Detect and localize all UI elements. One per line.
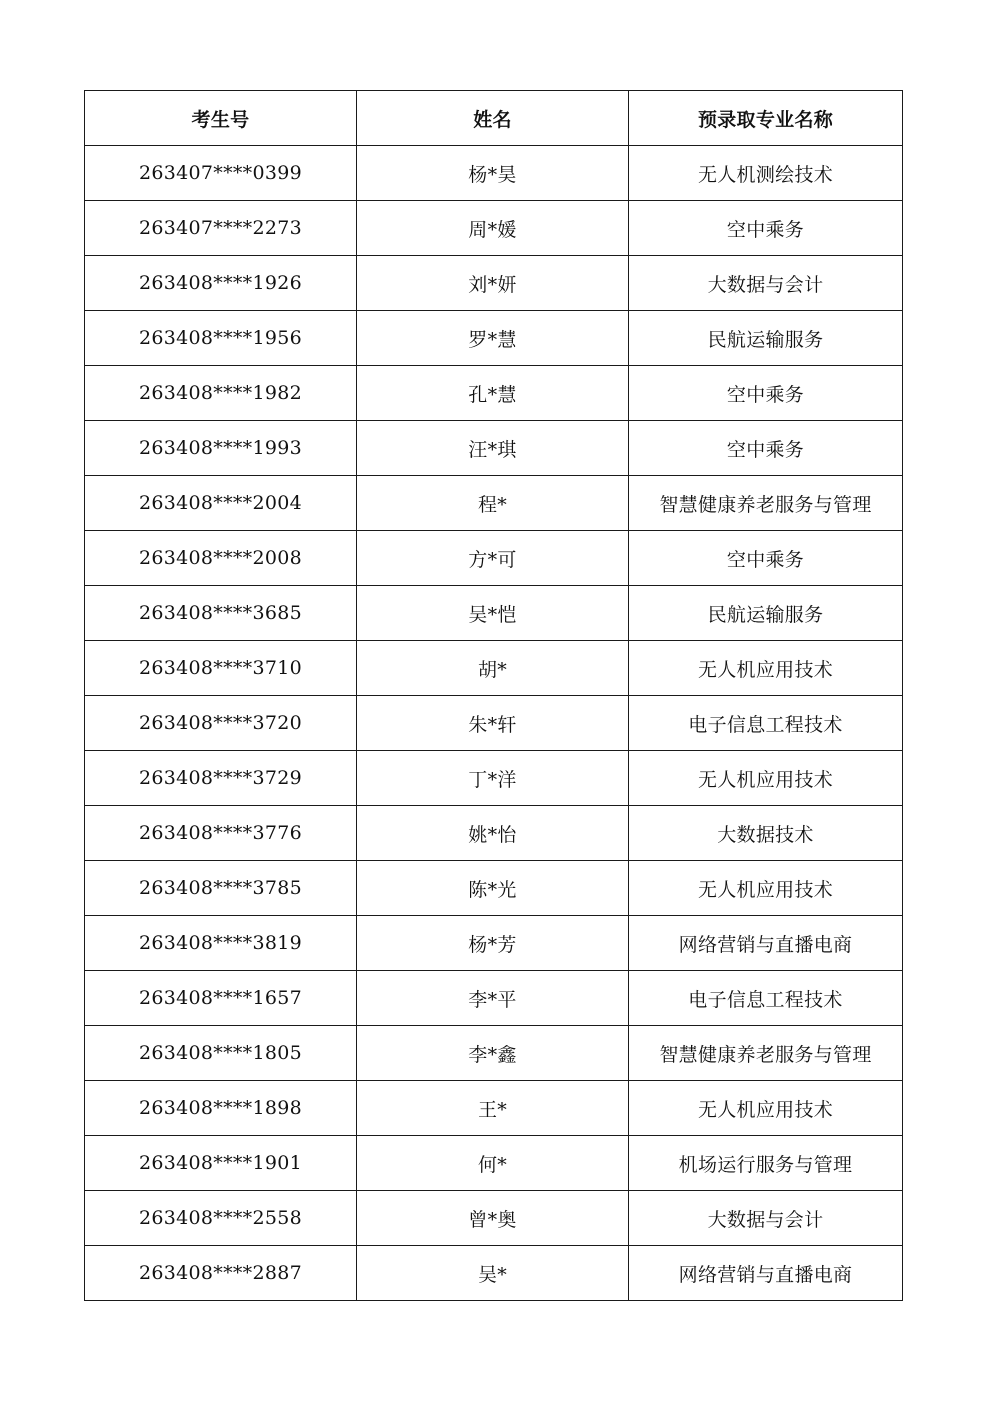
cell-name: 姚*怡 — [357, 806, 629, 861]
table-row — [85, 586, 903, 641]
cell-exam-no: 263408****1657 — [85, 971, 357, 1026]
cell-name: 杨*昊 — [357, 146, 629, 201]
cell-major: 电子信息工程技术 — [629, 696, 903, 751]
cell-name: 胡* — [357, 641, 629, 696]
cell-exam-no: 263408****2004 — [85, 476, 357, 531]
cell-name: 王* — [357, 1081, 629, 1136]
header-name: 姓名 — [357, 91, 629, 146]
cell-exam-no: 263408****3819 — [85, 916, 357, 971]
cell-name: 周*媛 — [357, 201, 629, 256]
cell-exam-no: 263408****1898 — [85, 1081, 357, 1136]
table-row — [85, 861, 903, 916]
table-row — [85, 311, 903, 366]
table-row — [85, 531, 903, 586]
cell-major: 网络营销与直播电商 — [629, 1246, 903, 1301]
cell-major: 无人机应用技术 — [629, 751, 903, 806]
cell-major: 空中乘务 — [629, 531, 903, 586]
cell-name: 何* — [357, 1136, 629, 1191]
cell-major: 空中乘务 — [629, 201, 903, 256]
cell-name: 程* — [357, 476, 629, 531]
cell-name: 丁*洋 — [357, 751, 629, 806]
cell-major: 无人机应用技术 — [629, 1081, 903, 1136]
cell-exam-no: 263407****2273 — [85, 201, 357, 256]
cell-major: 电子信息工程技术 — [629, 971, 903, 1026]
cell-exam-no: 263408****3710 — [85, 641, 357, 696]
header-row — [85, 91, 903, 146]
table-row — [85, 201, 903, 256]
cell-exam-no: 263408****1805 — [85, 1026, 357, 1081]
cell-exam-no: 263408****2887 — [85, 1246, 357, 1301]
table-row — [85, 256, 903, 311]
header-major: 预录取专业名称 — [629, 91, 903, 146]
table-row — [85, 1191, 903, 1246]
cell-name: 朱*轩 — [357, 696, 629, 751]
table-row — [85, 696, 903, 751]
cell-exam-no: 263408****1956 — [85, 311, 357, 366]
cell-name: 罗*慧 — [357, 311, 629, 366]
cell-major: 智慧健康养老服务与管理 — [629, 476, 903, 531]
cell-name: 刘*妍 — [357, 256, 629, 311]
table-row — [85, 146, 903, 201]
cell-exam-no: 263408****3720 — [85, 696, 357, 751]
cell-exam-no: 263408****3729 — [85, 751, 357, 806]
cell-name: 汪*琪 — [357, 421, 629, 476]
table-row — [85, 751, 903, 806]
cell-major: 空中乘务 — [629, 366, 903, 421]
cell-name: 曾*奥 — [357, 1191, 629, 1246]
table-row — [85, 366, 903, 421]
table-row — [85, 1081, 903, 1136]
table-row — [85, 421, 903, 476]
cell-name: 孔*慧 — [357, 366, 629, 421]
admission-table — [84, 90, 903, 1301]
table-row — [85, 1136, 903, 1191]
cell-name: 杨*芳 — [357, 916, 629, 971]
cell-major: 大数据技术 — [629, 806, 903, 861]
cell-major: 无人机测绘技术 — [629, 146, 903, 201]
table-row — [85, 1026, 903, 1081]
cell-exam-no: 263408****1982 — [85, 366, 357, 421]
cell-exam-no: 263408****3685 — [85, 586, 357, 641]
table-header — [85, 91, 903, 146]
cell-major: 网络营销与直播电商 — [629, 916, 903, 971]
cell-exam-no: 263408****1926 — [85, 256, 357, 311]
cell-exam-no: 263408****3785 — [85, 861, 357, 916]
cell-name: 李*平 — [357, 971, 629, 1026]
cell-major: 民航运输服务 — [629, 311, 903, 366]
cell-name: 吴* — [357, 1246, 629, 1301]
cell-major: 机场运行服务与管理 — [629, 1136, 903, 1191]
cell-name: 方*可 — [357, 531, 629, 586]
cell-major: 无人机应用技术 — [629, 861, 903, 916]
cell-exam-no: 263408****2558 — [85, 1191, 357, 1246]
cell-exam-no: 263408****2008 — [85, 531, 357, 586]
table-row — [85, 806, 903, 861]
table-row — [85, 476, 903, 531]
cell-major: 民航运输服务 — [629, 586, 903, 641]
cell-exam-no: 263408****3776 — [85, 806, 357, 861]
cell-exam-no: 263408****1901 — [85, 1136, 357, 1191]
table-row — [85, 971, 903, 1026]
cell-major: 无人机应用技术 — [629, 641, 903, 696]
cell-major: 智慧健康养老服务与管理 — [629, 1026, 903, 1081]
table-row — [85, 1246, 903, 1301]
table-row — [85, 916, 903, 971]
cell-major: 大数据与会计 — [629, 1191, 903, 1246]
cell-major: 大数据与会计 — [629, 256, 903, 311]
table-row — [85, 641, 903, 696]
cell-major: 空中乘务 — [629, 421, 903, 476]
cell-exam-no: 263407****0399 — [85, 146, 357, 201]
cell-name: 李*鑫 — [357, 1026, 629, 1081]
cell-exam-no: 263408****1993 — [85, 421, 357, 476]
cell-name: 吴*恺 — [357, 586, 629, 641]
header-exam-no: 考生号 — [85, 91, 357, 146]
table-body — [85, 146, 903, 1301]
cell-name: 陈*光 — [357, 861, 629, 916]
